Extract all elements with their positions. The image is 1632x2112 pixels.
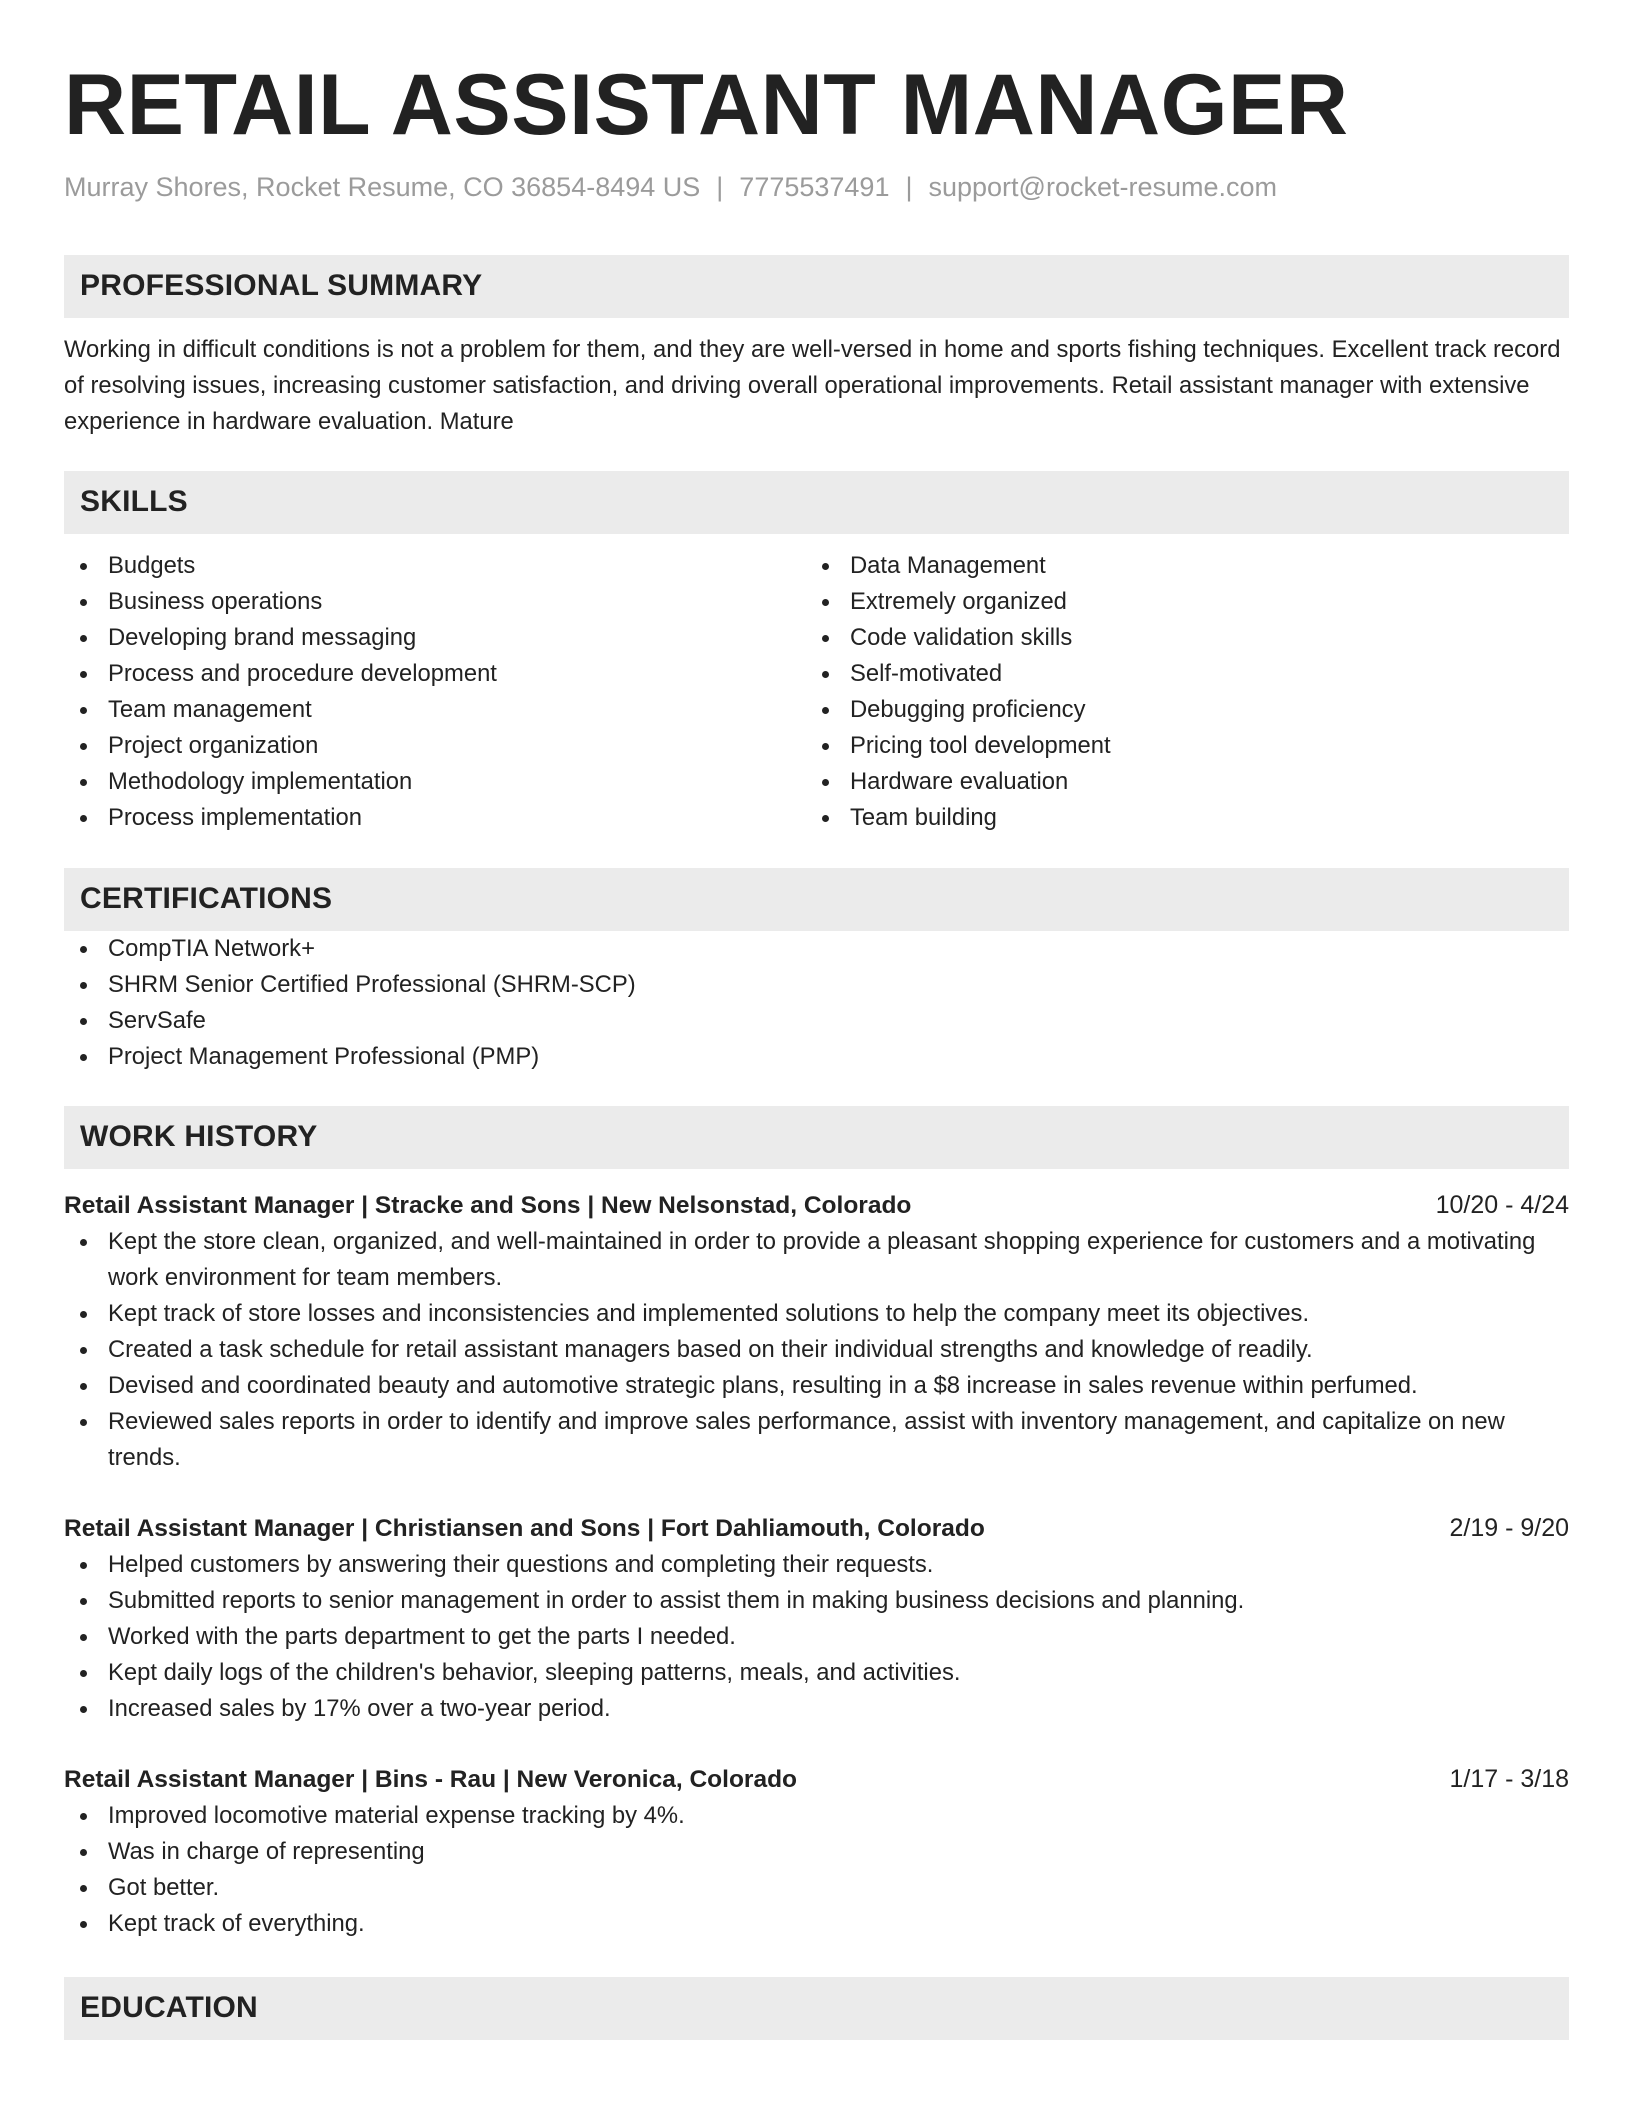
job-header [64, 1510, 1569, 1547]
certification-item: CompTIA Network+ [64, 931, 1569, 967]
skill-item: Team building [806, 800, 1548, 836]
job-entry [64, 1187, 1569, 1476]
contact-line [64, 171, 1569, 203]
skill-item: Business operations [64, 584, 806, 620]
certification-item: SHRM Senior Certified Professional (SHRM-SCP) [64, 967, 1569, 1003]
job-dates: 2/19 - 9/20 [1449, 1513, 1569, 1542]
job-dates: 1/17 - 3/18 [1449, 1764, 1569, 1793]
skills-grid [64, 548, 1569, 836]
skills-list-right [806, 548, 1548, 836]
job-bullets [64, 1224, 1569, 1476]
skill-item: Hardware evaluation [806, 764, 1548, 800]
job-bullet: Kept daily logs of the children's behavior, sleeping patterns, meals, and activities. [64, 1655, 1569, 1691]
job-dates: 10/20 - 4/24 [1435, 1190, 1569, 1219]
job-bullet: Kept track of everything. [64, 1906, 1569, 1942]
job-bullets [64, 1547, 1569, 1727]
certifications-list [64, 931, 1569, 1075]
skill-item: Developing brand messaging [64, 620, 806, 656]
contact-separator: | [716, 171, 724, 202]
skill-item: Data Management [806, 548, 1548, 584]
job-bullet: Devised and coordinated beauty and automotive strategic plans, resulting in a $8 increase in sales revenue within perfumed. [64, 1368, 1569, 1404]
contact-separator: | [905, 171, 913, 202]
job-bullet: Created a task schedule for retail assistant managers based on their individual strengths and knowledge of readily. [64, 1332, 1569, 1368]
job-header [64, 1761, 1569, 1798]
skill-item: Debugging proficiency [806, 692, 1548, 728]
job-bullet: Reviewed sales reports in order to identify and improve sales performance, assist with inventory management, and capitalize on new trends. [64, 1404, 1569, 1476]
section-heading-skills: SKILLS [64, 471, 1569, 534]
job-bullet: Was in charge of representing [64, 1834, 1569, 1870]
job-bullet: Worked with the parts department to get the parts I needed. [64, 1619, 1569, 1655]
job-title: Retail Assistant Manager | Stracke and Sons | New Nelsonstad, Colorado [64, 1191, 912, 1219]
skill-item: Self-motivated [806, 656, 1548, 692]
job-bullet: Kept track of store losses and inconsistencies and implemented solutions to help the company meet its objectives. [64, 1296, 1569, 1332]
skill-item: Process implementation [64, 800, 806, 836]
skill-item: Budgets [64, 548, 806, 584]
skill-item: Process and procedure development [64, 656, 806, 692]
skills-list-left [64, 548, 806, 836]
skill-item: Pricing tool development [806, 728, 1548, 764]
job-title: Retail Assistant Manager | Bins - Rau | New Veronica, Colorado [64, 1765, 798, 1793]
skills-column-left [64, 548, 806, 836]
skill-item: Project organization [64, 728, 806, 764]
job-bullet: Helped customers by answering their questions and completing their requests. [64, 1547, 1569, 1583]
job-bullet: Improved locomotive material expense tracking by 4%. [64, 1798, 1569, 1834]
section-heading-summary: PROFESSIONAL SUMMARY [64, 255, 1569, 318]
skill-item: Team management [64, 692, 806, 728]
section-heading-work-history: WORK HISTORY [64, 1106, 1569, 1169]
job-bullet: Submitted reports to senior management in order to assist them in making business decisions and planning. [64, 1583, 1569, 1619]
skill-item: Extremely organized [806, 584, 1548, 620]
job-bullet: Increased sales by 17% over a two-year period. [64, 1691, 1569, 1727]
job-bullets [64, 1798, 1569, 1942]
skills-column-right [806, 548, 1548, 836]
section-heading-certifications: CERTIFICATIONS [64, 868, 1569, 931]
skill-item: Code validation skills [806, 620, 1548, 656]
contact-phone: 7775537491 [739, 171, 890, 202]
job-bullet: Got better. [64, 1870, 1569, 1906]
job-entry [64, 1510, 1569, 1727]
summary-text: Working in difficult conditions is not a problem for them, and they are well-versed in home and sports fishing techniques. Excellent track record of resolving issues, increasing customer satisfaction, and driving overall operational improvements. Retail assistant manager with extensive experience in hardware evaluation. Mature [64, 335, 1561, 435]
section-heading-education: EDUCATION [64, 1977, 1569, 2040]
job-header [64, 1187, 1569, 1224]
contact-address: Murray Shores, Rocket Resume, CO 36854-8494 US [64, 171, 701, 202]
certification-item: Project Management Professional (PMP) [64, 1039, 1569, 1075]
job-bullet: Kept the store clean, organized, and well-maintained in order to provide a pleasant shopping experience for customers and a motivating work environment for team members. [64, 1224, 1569, 1296]
skill-item: Methodology implementation [64, 764, 806, 800]
contact-email: support@rocket-resume.com [928, 171, 1278, 202]
certification-item: ServSafe [64, 1003, 1569, 1039]
resume-title: RETAIL ASSISTANT MANAGER [64, 57, 1349, 153]
job-entry [64, 1761, 1569, 1942]
job-title: Retail Assistant Manager | Christiansen and Sons | Fort Dahliamouth, Colorado [64, 1514, 985, 1542]
